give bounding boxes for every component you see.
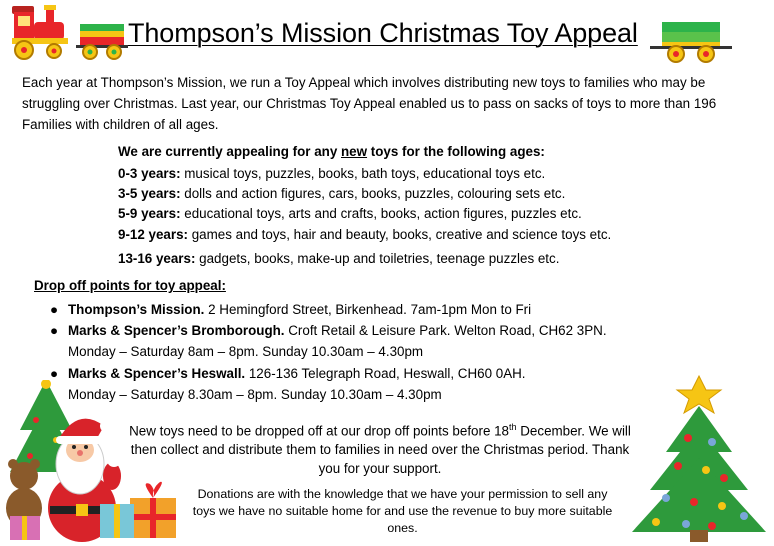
- drop-off-heading: Drop off points for toy appeal:: [34, 278, 226, 293]
- drop-off-name: Thompson’s Mission.: [68, 302, 205, 317]
- page-title: Thompson’s Mission Christmas Toy Appeal: [128, 18, 638, 48]
- drop-off-name: Marks & Spencer’s Bromborough.: [68, 323, 285, 338]
- age-label: 3-5 years:: [118, 186, 181, 201]
- age-row: [118, 166, 545, 181]
- drop-off-item: [50, 299, 670, 320]
- ages-heading-before: We are currently appealing for any: [118, 144, 341, 159]
- age-items: gadgets, books, make-up and toiletries, teenage puzzles etc.: [195, 251, 560, 266]
- age-items: dolls and action figures, cars, books, puzzles, colouring sets etc.: [180, 186, 566, 201]
- drop-off-name: Marks & Spencer’s Heswall.: [68, 366, 246, 381]
- bullet-icon: ●: [50, 366, 59, 381]
- age-row: [118, 206, 582, 221]
- age-label: 0-3 years:: [118, 166, 181, 181]
- ages-heading-new: new: [341, 144, 368, 159]
- drop-off-note-sup: th: [509, 422, 517, 432]
- drop-off-details: 2 Hemingford Street, Birkenhead. 7am-1pm Mon to Fri: [204, 302, 532, 317]
- toy-train-engine-icon: [6, 0, 74, 62]
- intro-paragraph: Each year at Thompson’s Mission, we run a Toy Appeal which involves distributing new toys to families who may be struggling over Christmas. Last year, our Christmas Toy Appeal enabled us to pass on sacks of toys to more than 196 Families with children of all ages.: [22, 75, 717, 132]
- drop-off-note-after: December. We will then collect and distribute them to families in need over the Christmas period. Thank you for your support.: [130, 423, 631, 477]
- bullet-icon: ●: [50, 323, 59, 338]
- age-label: 13-16 years:: [118, 251, 196, 266]
- ages-heading-after: toys for the following ages:: [367, 144, 545, 159]
- bullet-icon: ●: [50, 302, 59, 317]
- age-items: educational toys, arts and crafts, books, action figures, puzzles etc.: [180, 206, 582, 221]
- age-label: 5-9 years:: [118, 206, 181, 221]
- christmas-tree-icon: [626, 366, 772, 544]
- age-row: [118, 251, 559, 266]
- drop-off-item: [50, 320, 650, 362]
- drop-off-details: Croft Retail & Leisure Park. Welton Road, CH62 3PN. Monday – Saturday 8am – 8pm. Sunday 10.30am – 4.30pm: [68, 323, 607, 359]
- age-items: games and toys, hair and beauty, books, creative and science toys etc.: [187, 227, 612, 242]
- santa-with-presents-icon: [0, 380, 182, 546]
- age-row: [118, 227, 611, 242]
- ages-heading: [118, 144, 545, 159]
- drop-off-note: [120, 418, 640, 478]
- age-label: 9-12 years:: [118, 227, 188, 242]
- toy-train-wagon-icon: [76, 22, 128, 62]
- donations-note: Donations are with the knowledge that we have your permission to sell any toys we have no suitable home for and use the revenue to buy more suitable ones.: [192, 487, 613, 535]
- toy-train-wagon-icon: [650, 20, 732, 64]
- drop-off-note-before: New toys need to be dropped off at our drop off points before 18: [129, 423, 510, 439]
- age-row: [118, 186, 565, 201]
- drop-off-details: 126-136 Telegraph Road, Heswall, CH60 0AH. Monday – Saturday 8.30am – 8pm. Sunday 10.30am – 4.30pm: [68, 366, 526, 402]
- age-items: musical toys, puzzles, books, bath toys, educational toys etc.: [180, 166, 546, 181]
